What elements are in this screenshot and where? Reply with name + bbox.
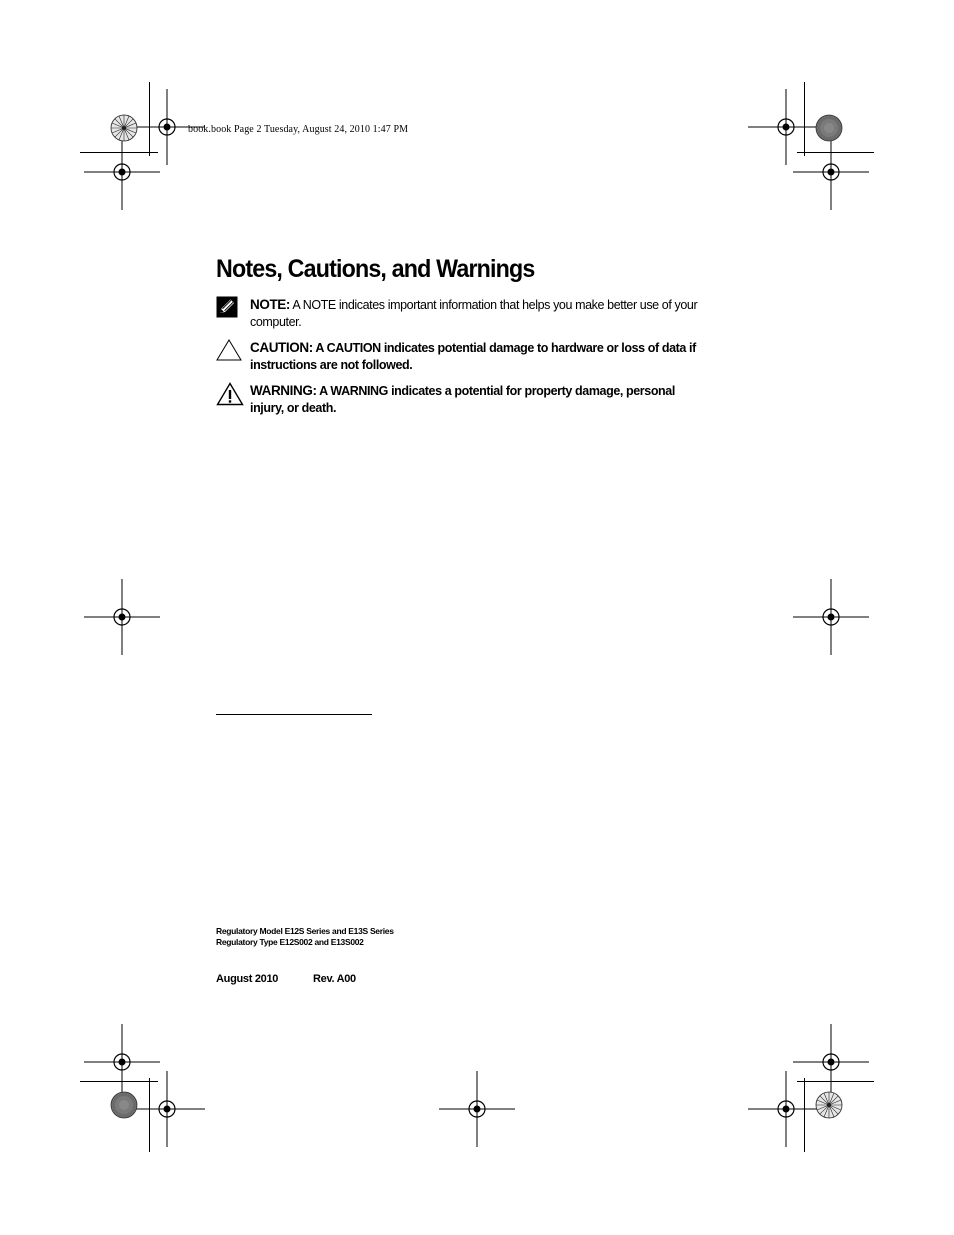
note-label: NOTE: (250, 297, 290, 312)
gray-dot-icon (110, 1091, 138, 1119)
regulatory-model: Regulatory Model E12S Series and E13S Series (216, 926, 394, 936)
caution-body: A CAUTION indicates potential damage to hardware or loss of data if instructions are not followed. (250, 341, 696, 372)
page-title: Notes, Cautions, and Warnings (216, 255, 535, 283)
registration-mark-icon (748, 1071, 824, 1147)
divider-rule (216, 714, 372, 715)
warning-exclamation-icon (216, 382, 244, 406)
color-rosette-icon (110, 114, 138, 142)
registration-mark-icon (84, 579, 160, 655)
regulatory-info (216, 926, 394, 948)
warning-text-block (250, 382, 680, 417)
slug-line: book.book Page 2 Tuesday, August 24, 2010 1:47 PM (188, 124, 409, 135)
caution-text-block (250, 339, 720, 374)
warning-label: WARNING: (250, 383, 317, 398)
note-text-block (250, 296, 720, 331)
publication-date: August 2010 (216, 973, 279, 985)
registration-mark-icon (129, 1071, 205, 1147)
caution-label: CAUTION: (250, 340, 313, 355)
note-pencil-icon (216, 296, 238, 318)
registration-mark-icon (439, 1071, 515, 1147)
gray-dot-icon (815, 114, 843, 142)
color-rosette-icon (815, 1091, 843, 1119)
warning-body: A WARNING indicates a potential for property damage, personal injury, or death. (250, 384, 675, 415)
note-body: A NOTE indicates important information that helps you make better use of your computer. (250, 298, 698, 329)
registration-mark-icon (793, 134, 869, 210)
registration-mark-icon (84, 134, 160, 210)
revision-label: Rev. A00 (313, 973, 356, 985)
document-footer (216, 973, 356, 985)
regulatory-type: Regulatory Type E12S002 and E13S002 (216, 937, 364, 947)
registration-mark-icon (793, 579, 869, 655)
caution-triangle-icon (216, 339, 242, 361)
